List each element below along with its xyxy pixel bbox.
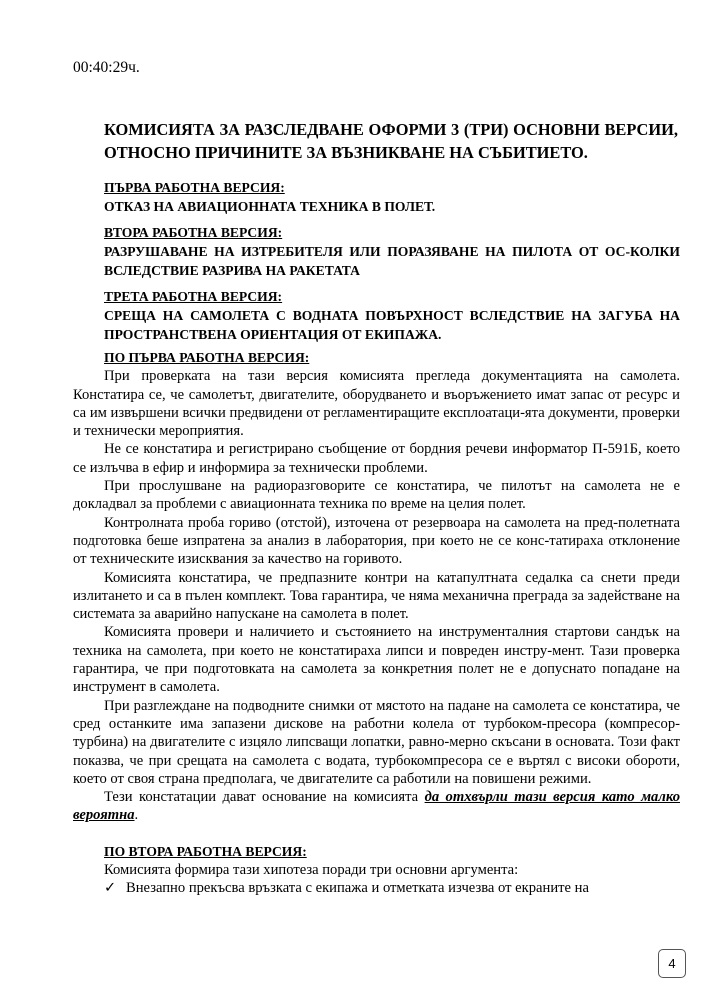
- version-1-label: ПЪРВА РАБОТНА ВЕРСИЯ:: [104, 180, 285, 195]
- version-2-text: РАЗРУШАВАНЕ НА ИЗТРЕБИТЕЛЯ ИЛИ ПОРАЗЯВАНЕ НА ПИЛОТА ОТ ОС-КОЛКИ ВСЛЕДСТВИЕ РАЗРИВА НА РАКЕТАТА: [104, 244, 680, 278]
- conclusion-emphasis: да отхвърли тази версия като малко вероятна: [73, 789, 680, 824]
- body-text: [73, 349, 680, 898]
- paragraph: Комисията констатира, че предпазните контри на катапултната седалка са снети преди излитането и са в пълен комплект. Това гарантира, че няма механична преграда за задействане на системата за аварийно напускане на самолета в полет.: [73, 569, 680, 623]
- paragraph: Комисията провери и наличието и състоянието на инструменталния стартови сандък на техника на самолета, при което не констатираха липси и повреден инстру-мент. Тази проверка гарантира, че при подготовката на самолета за конкретния полет не е допуснато попадане на инструмент в самолета.: [73, 624, 680, 696]
- version-1-text: ОТКАЗ НА АВИАЦИОННАТА ТЕХНИКА В ПОЛЕТ.: [104, 199, 436, 214]
- version-2-label: ВТОРА РАБОТНА ВЕРСИЯ:: [104, 225, 283, 240]
- section-heading: КОМИСИЯТА ЗА РАЗСЛЕДВАНЕ ОФОРМИ 3 (ТРИ) ОСНОВНИ ВЕРСИИ, ОТНОСНО ПРИЧИНИТЕ ЗА ВЪЗНИКВАНЕ НА СЪБИТИЕТО.: [104, 120, 678, 162]
- conclusion-prefix: Тези констатации дават основание на комисията: [104, 789, 425, 806]
- bullet-item: [104, 879, 680, 897]
- time-stamp: 00:40:29ч.: [73, 59, 140, 76]
- conclusion-suffix: .: [134, 807, 139, 824]
- version-3-text: СРЕЩА НА САМОЛЕТА С ВОДНАТА ПОВЪРХНОСТ ВСЛЕДСТВИЕ НА ЗАГУБА НА ПРОСТРАНСТВЕНА ОРИЕНТАЦИЯ ОТ ЕКИПАЖА.: [104, 308, 680, 342]
- paragraph: Не се констатира и регистрирано съобщение от бордния речеви информатор П-591Б, което се излъчва в ефир и информира за технически проблеми.: [73, 441, 680, 476]
- conclusion-paragraph: [73, 788, 680, 825]
- version-3: [104, 287, 680, 344]
- paragraph: Контролната проба гориво (отстой), източена от резервоара на самолета на пред-полетната подготовка беше изпратена за анализ в лаборатория, при което не се конс-татираха отклонение от техническите изисквания за качество на горивото.: [73, 514, 680, 568]
- paragraph: При проверката на тази версия комисията прегледа документацията на самолета. Констатира се, че самолетът, двигателите, оборудването и въоръжението имат запас от ресурс и са им извършени всички предвидени от регламентиращите експлоатаци-ята документи, проверки и технически мероприятия.: [73, 368, 680, 440]
- version-2: [104, 223, 680, 280]
- section-1-label: ПО ПЪРВА РАБОТНА ВЕРСИЯ:: [104, 350, 310, 365]
- section-2-label: ПО ВТОРА РАБОТНА ВЕРСИЯ:: [104, 843, 307, 859]
- version-3-label: ТРЕТА РАБОТНА ВЕРСИЯ:: [104, 289, 283, 304]
- paragraph: При разглеждане на подводните снимки от мястото на падане на самолета се констатира, че сред останките има запазени дискове на работни колела от турбоком-пресора (компресор-турбина) на двигателите с изцяло липсващи лопатки, равно-мерно скъсани в основата. Този факт показва, че при срещата на самолета с водата, турбокомпресора се е въртял с високи обороти, което от своя страна предполага, че двигателите са работили на повишени режими.: [73, 697, 680, 787]
- section-2-intro: Комисията формира тази хипотеза поради три основни аргумента:: [104, 862, 519, 879]
- version-1: [104, 178, 680, 216]
- bullet-text: Внезапно прекъсва връзката с екипажа и отметката изчезва от екраните на: [126, 880, 589, 897]
- paragraph: При прослушване на радиоразговорите се констатира, че пилотът на самолета не е докладвал за проблеми с авиационната техника по време на целия полет.: [73, 478, 680, 513]
- checkmark-icon: ✓: [104, 880, 117, 897]
- page-number: 4: [658, 949, 686, 978]
